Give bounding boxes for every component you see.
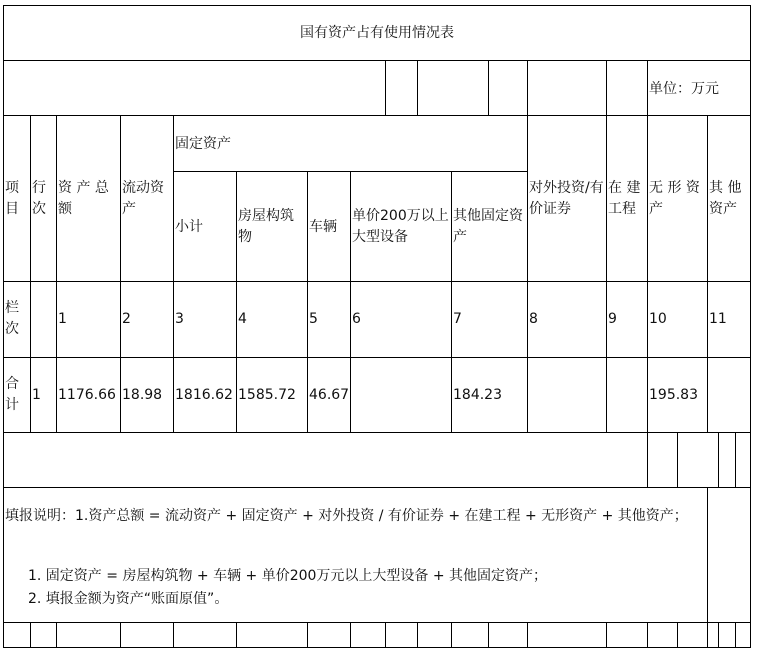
- col-divider: [647, 60, 648, 115]
- col-divider: [417, 60, 418, 115]
- index-cell: 5: [309, 311, 318, 327]
- col-divider: [677, 432, 678, 487]
- header-total-assets: 资 产 总额: [58, 180, 109, 217]
- col-divider: [488, 622, 489, 648]
- notes-line-1: 填报说明：1.资产总额 = 流动资产 + 固定资产 + 对外投资 / 有价证券 + 在建工程 + 无形资产 + 其他资产；: [5, 508, 688, 524]
- col-divider: [488, 60, 489, 115]
- notes-item-1: 1. 固定资产 = 房屋构筑物 + 车辆 + 单价200万元以上大型设备 + 其他固定资产；: [28, 568, 548, 584]
- index-cell: 4: [238, 311, 247, 327]
- row-divider: [3, 281, 751, 282]
- header-row-no: 行次: [32, 180, 46, 217]
- table-title: 国有资产占有使用情况表: [300, 25, 454, 41]
- index-cell: 3: [175, 311, 184, 327]
- index-cell: 8: [529, 311, 538, 327]
- col-divider: [173, 115, 174, 432]
- col-divider: [350, 622, 351, 648]
- vehicles-value: 46.67: [309, 387, 350, 403]
- intangible-value: 195.83: [649, 387, 698, 403]
- index-cell: 2: [122, 311, 131, 327]
- col-divider: [707, 487, 708, 622]
- col-divider: [647, 622, 648, 648]
- row-divider: [3, 487, 751, 488]
- col-divider: [120, 622, 121, 648]
- row-divider: [3, 622, 751, 623]
- row-divider: [3, 432, 751, 433]
- index-cell: 7: [453, 311, 462, 327]
- other-fixed-value: 184.23: [453, 387, 502, 403]
- col-divider: [718, 432, 719, 487]
- col-divider: [385, 622, 386, 648]
- col-divider: [173, 622, 174, 648]
- col-divider: [677, 622, 678, 648]
- header-vehicles: 车辆: [309, 219, 337, 235]
- col-divider: [527, 622, 528, 648]
- unit-label: 单位：万元: [649, 81, 719, 97]
- col-divider: [307, 171, 308, 432]
- col-divider: [307, 622, 308, 648]
- notes-item-2: 2. 填报金额为资产“账面原值”。: [28, 591, 229, 607]
- total-row-no: 1: [32, 387, 41, 403]
- col-divider: [236, 622, 237, 648]
- col-divider: [30, 115, 31, 432]
- row-divider: [3, 357, 751, 358]
- index-cell: 9: [608, 311, 617, 327]
- col-divider: [647, 432, 648, 487]
- col-divider: [56, 115, 57, 432]
- col-divider: [647, 115, 648, 432]
- header-construction: 在 建工程: [608, 180, 641, 217]
- subtotal-value: 1816.62: [175, 387, 233, 403]
- col-divider: [707, 115, 708, 432]
- col-divider: [735, 432, 736, 487]
- col-divider: [527, 60, 528, 115]
- index-cell: 6: [352, 311, 361, 327]
- total-assets-value: 1176.66: [58, 387, 116, 403]
- index-cell: 10: [649, 311, 667, 327]
- header-current-assets: 流动资产: [122, 180, 164, 217]
- header-fixed-assets: 固定资产: [175, 136, 231, 152]
- col-divider: [718, 622, 719, 648]
- col-divider: [451, 171, 452, 432]
- index-cell: 11: [709, 311, 727, 327]
- col-divider: [707, 622, 708, 648]
- index-cell: 1: [58, 311, 67, 327]
- header-subtotal: 小计: [175, 219, 203, 235]
- col-divider: [350, 171, 351, 432]
- row-divider: [3, 60, 751, 61]
- col-divider: [385, 60, 386, 115]
- col-divider: [606, 115, 607, 432]
- col-divider: [606, 622, 607, 648]
- header-other-assets: 其 他资产: [709, 180, 742, 217]
- buildings-value: 1585.72: [238, 387, 296, 403]
- col-divider: [417, 622, 418, 648]
- header-item: 项目: [5, 180, 19, 217]
- total-row-label: 合计: [5, 376, 19, 413]
- current-assets-value: 18.98: [122, 387, 163, 403]
- col-divider: [30, 622, 31, 648]
- header-intangible: 无 形 资产: [649, 180, 700, 217]
- col-divider: [56, 622, 57, 648]
- col-divider: [120, 115, 121, 432]
- col-divider: [606, 60, 607, 115]
- col-divider: [451, 622, 452, 648]
- index-row-label: 栏次: [5, 300, 19, 337]
- header-large-equipment: 单价200万以上大型设备: [352, 208, 449, 245]
- col-divider: [527, 115, 528, 432]
- row-divider: [3, 115, 751, 116]
- header-buildings: 房屋构筑物: [238, 208, 294, 245]
- header-investment: 对外投资/有价证券: [529, 180, 604, 217]
- col-divider: [735, 622, 736, 648]
- header-other-fixed: 其他固定资产: [453, 208, 523, 245]
